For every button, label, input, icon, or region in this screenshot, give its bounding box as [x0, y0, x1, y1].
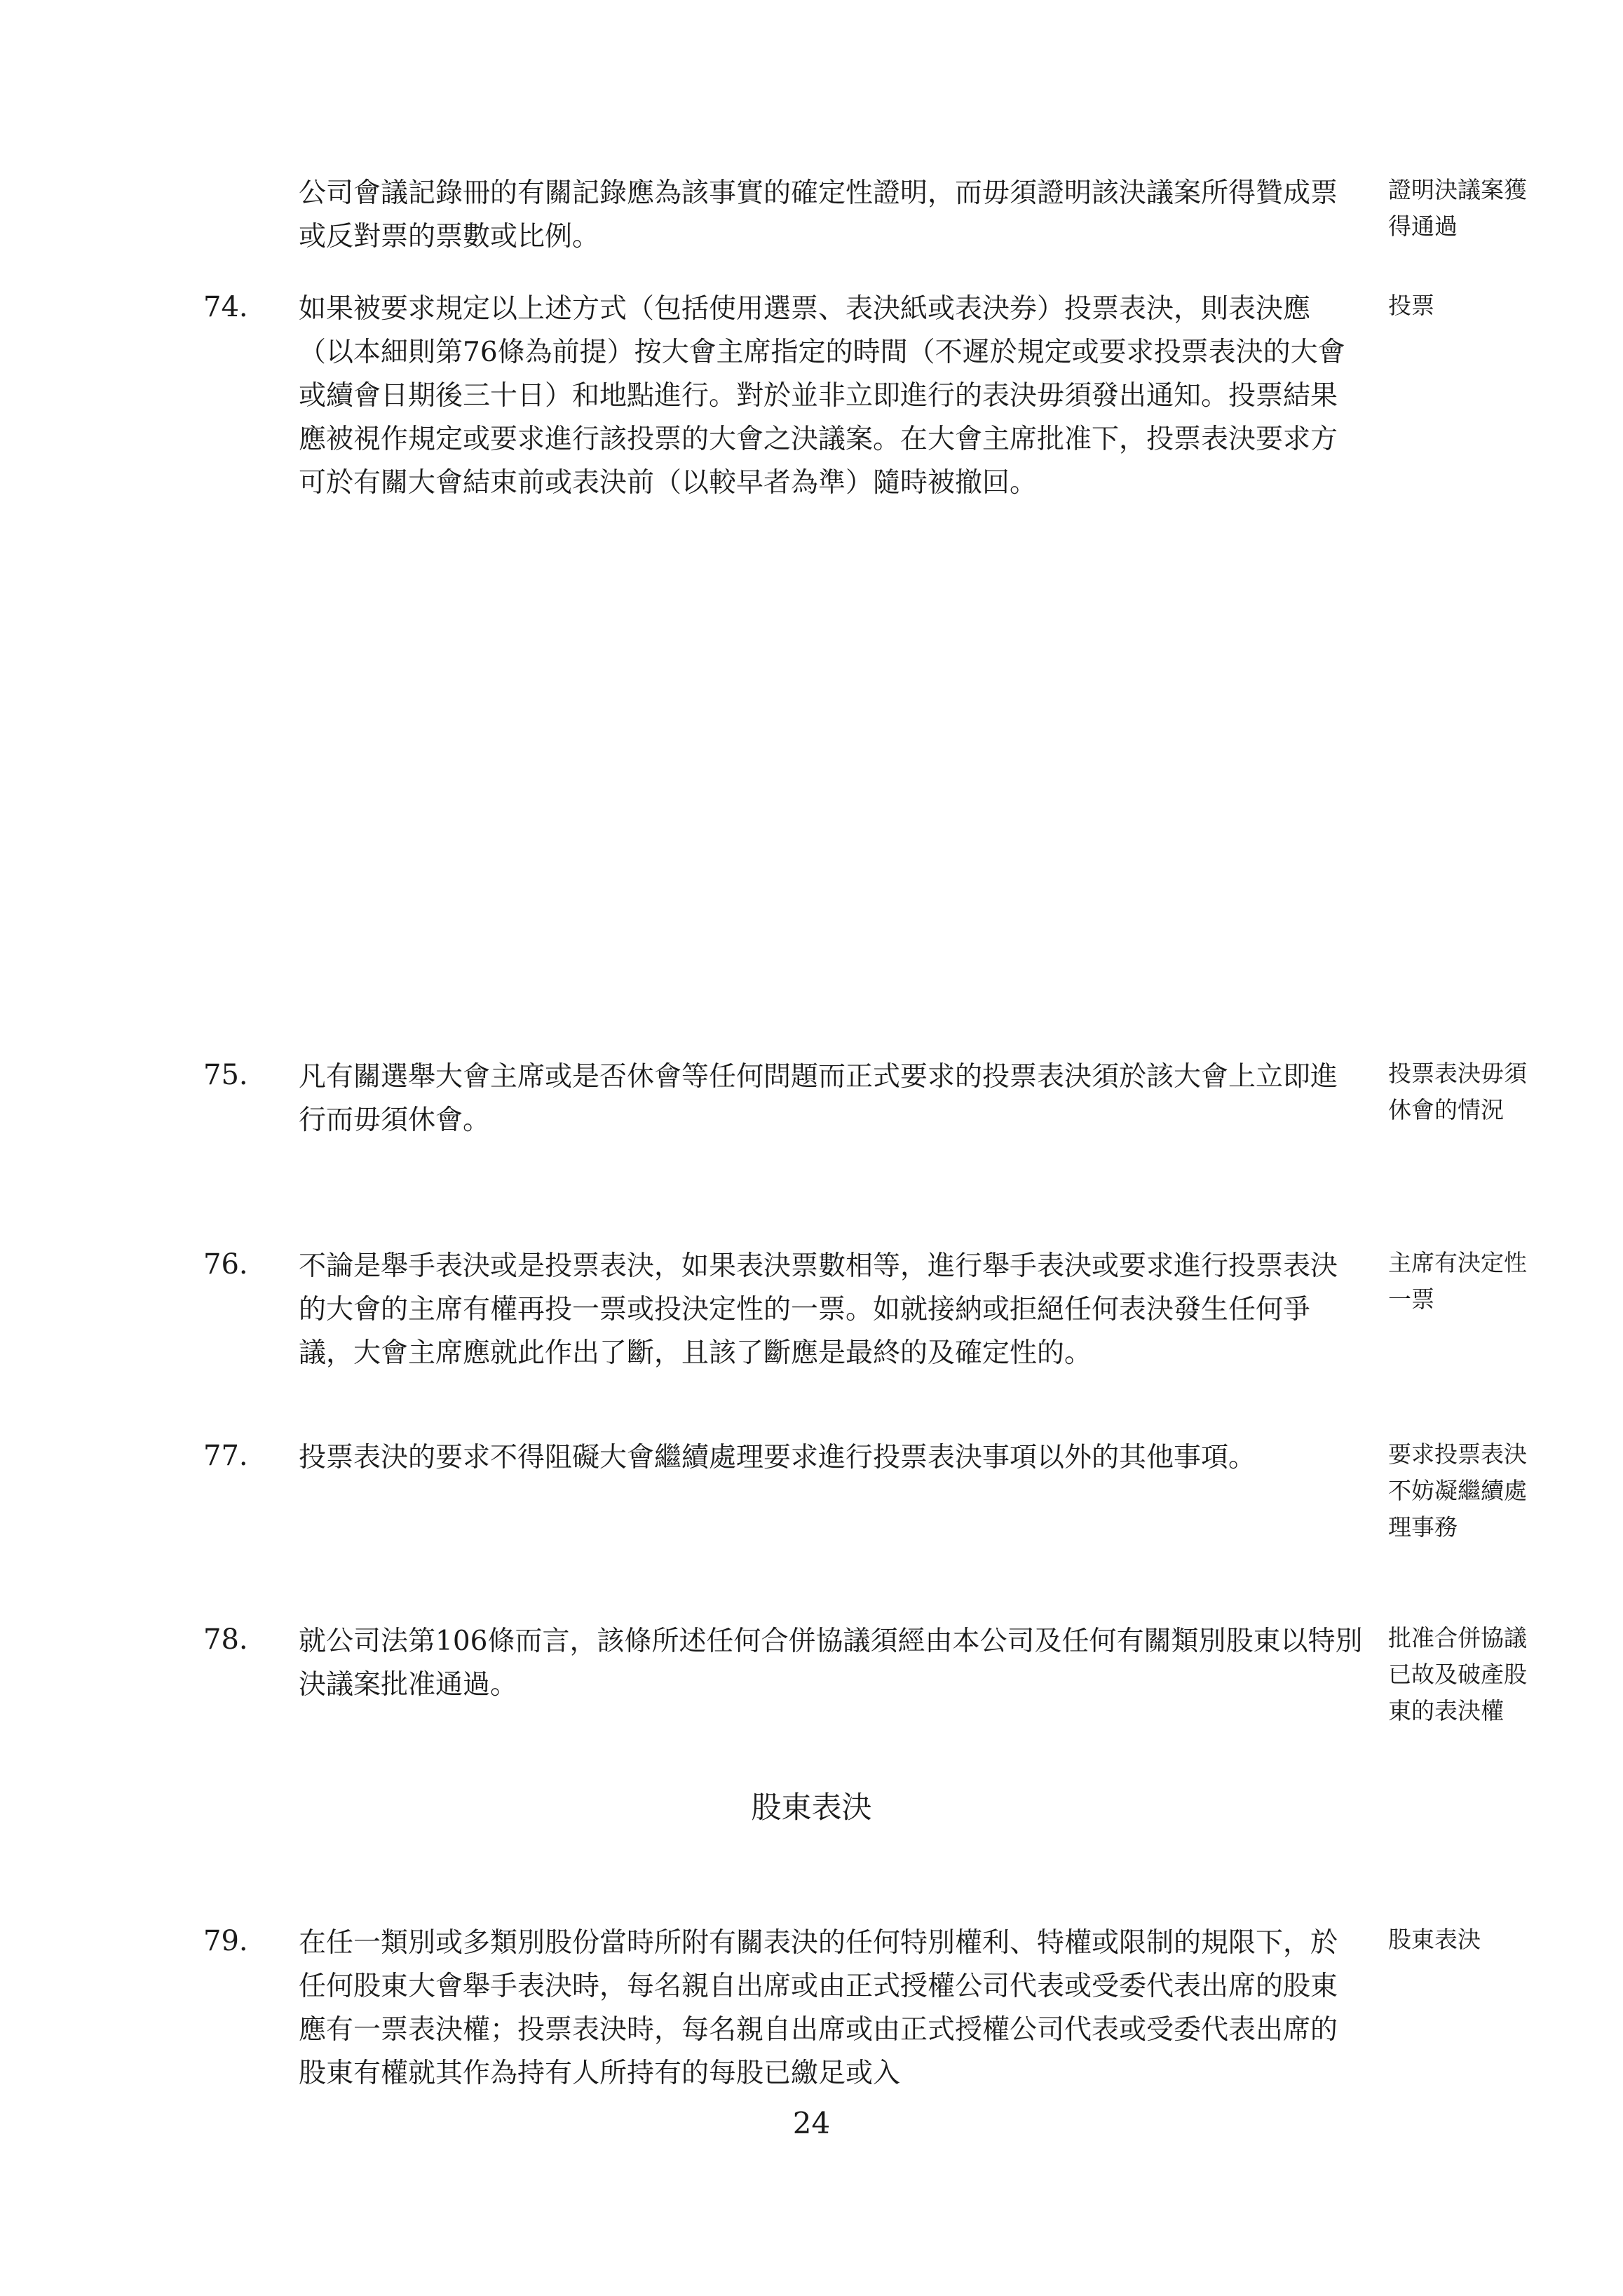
paragraph-text: 不論是舉手表決或是投票表決，如果表決票數相等，進行舉手表決或要求進行投票表決的大會的主席有權再投一票或投決定性的一票。如就接納或拒絕任何表決發生任何爭議，大會主席應就此作出了斷，且該了斷應是最終的及確定性的。	[299, 1250, 1338, 1369]
paragraph-number: 78.	[203, 1623, 248, 1656]
margin-note: 要求投票表決 不妨凝繼續處 理事務	[1388, 1440, 1527, 1541]
paragraph-number: 76.	[203, 1248, 248, 1281]
paragraph-number: 77.	[203, 1440, 248, 1472]
margin-note: 主席有決定性一票	[1388, 1249, 1527, 1313]
paragraph-text: 公司會議記錄冊的有關記錄應為該事實的確定性證明，而毋須證明該決議案所得贊成票或反對票的票數或比例。	[299, 177, 1338, 252]
paragraph-text: 如果被要求規定以上述方式（包括使用選票、表決紙或表決券）投票表決，則表決應（以本細則第76條為前提）按大會主席指定的時間（不遲於規定或要求投票表決的大會或續會日期後三十日）和地點進行。對於並非立即進行的表決毋須發出通知。投票結果應被視作規定或要求進行該投票的大會之決議案。在大會主席批准下，投票表決要求方可於有關大會結束前或表決前（以較早者為準）隨時被撤回。	[299, 293, 1345, 499]
paragraph-text: 在任一類別或多類別股份當時所附有關表決的任何特別權利、特權或限制的規限下，於任何股東大會舉手表決時，每名親自出席或由正式授權公司代表或受委代表出席的股東應有一票表決權；投票表決時，每名親自出席或由正式授權公司代表或受委代表出席的股東有權就其作為持有人所持有的每股已繳足或入	[299, 1927, 1338, 2089]
section-heading: 股東表決	[751, 1790, 872, 1825]
paragraph-text: 凡有關選舉大會主席或是否休會等任何問題而正式要求的投票表決須於該大會上立即進行而毋須休會。	[299, 1061, 1338, 1136]
paragraph-text: 投票表決的要求不得阻礙大會繼續處理要求進行投票表決事項以外的其他事項。	[299, 1442, 1256, 1473]
margin-note: 證明決議案獲 得通過	[1388, 176, 1527, 240]
paragraph-number: 74.	[203, 291, 248, 323]
margin-note: 投票	[1388, 292, 1434, 319]
paragraph-number: 79.	[203, 1925, 248, 1957]
margin-note: 批准合併協議 已故及破產股 東的表決權	[1388, 1624, 1527, 1724]
margin-note: 投票表決毋須休會的情況	[1388, 1060, 1527, 1123]
page-number: 24	[792, 2106, 831, 2140]
margin-note: 股東表決	[1388, 1926, 1481, 1953]
paragraph-number: 75.	[203, 1059, 248, 1091]
paragraph-text: 就公司法第106條而言，該條所述任何合併協議須經由本公司及任何有關類別股東以特別決議案批准通過。	[299, 1626, 1363, 1701]
